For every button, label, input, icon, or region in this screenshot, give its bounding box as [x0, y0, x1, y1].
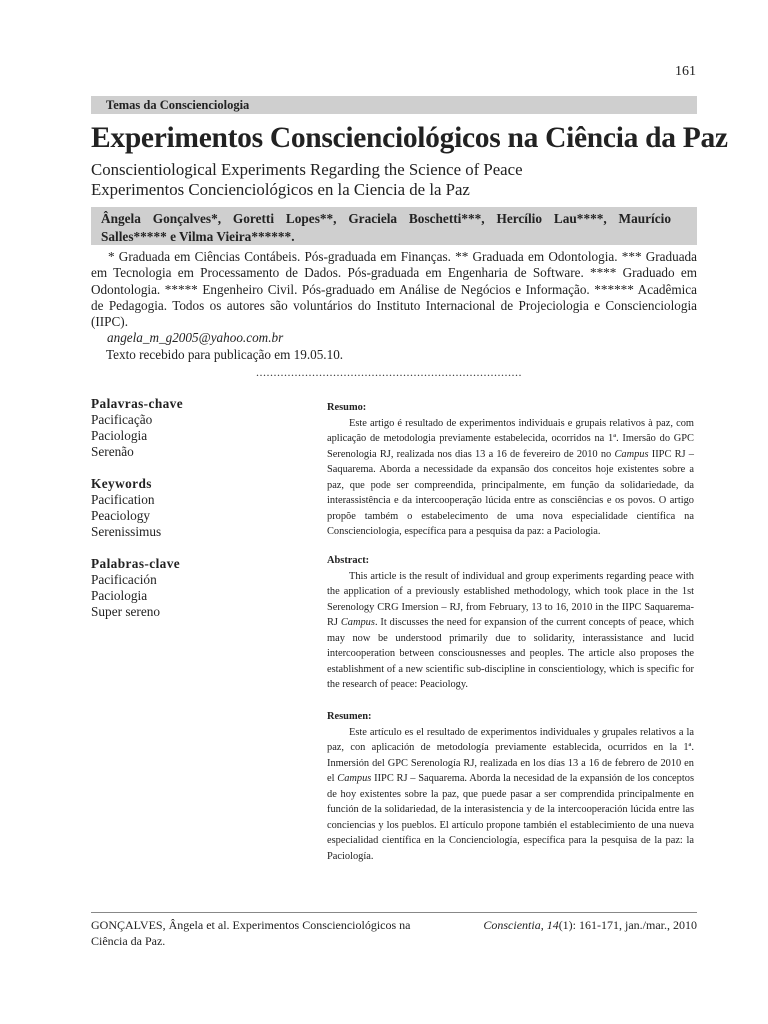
- affiliations: * Graduada em Ciências Contábeis. Pós-graduada em Finanças. ** Graduada em Odontologia. *** Graduada em Tecnologia em Processamento de Dados. Pós-graduada em Engenharia de Software. **** Graduado em Odontologia. ***** Engenheiro Civil. Pós-graduado em Análise de Negócios e Informação. ****** Acadêmica de Pedagogia. Todos os autores são voluntários do Instituto Internacional de Projeciologia e Conscienciologia (IIPC).: [91, 249, 697, 330]
- keyword-item: Serenão: [91, 444, 134, 459]
- resumo-text: Este artigo é resultado de experimentos individuais e grupais relativos à paz, com aplicação de metodologia previamente estabelecida, ocorridos na 1ª. Imersão do GPC Serenologia RJ, realizada nos dias 13 a 16 de fevereiro de 2010 no Campus IIPC RJ – Saquarema. Aborda a necessidade da expansão dos conceitos hoje existentes sobre a paz, que pode ser compreendida, principalmente, em função da solidariedade, da interassistência e da intercooperação lúcida entre as consciências e os povos. O artigo propõe também o estabelecimento de uma nova especialidade científica na Conscienciologia, específica para a pesquisa da paz: a Paciologia.: [327, 417, 695, 537]
- subtitle-english: Conscientiological Experiments Regarding the Science of Peace: [91, 160, 523, 179]
- resumen-text: Este artículo es el resultado de experimentos individuales y grupales relativos a la paz, con aplicación de metodología previamente establecida, ocurridos en la 1ª. Inmersión del GPC Serenología RJ, realizada en los días 13 a 16 de febrero de 2010 en el Campus IIPC RJ – Saquarema. Aborda la necesidad de la expansión de los conceptos de hoy existentes sobre la paz, que puede pasar a ser comprendida principalmente en función de la solidariedad, de la interasistencia y de la intercooperación lúcida entre las conciencias y los pueblos. El artículo propone también el establecimiento de una nueva especialidad científica en la Concienciología, específica para la pesquisa de la paz: la Paciología.: [327, 726, 694, 862]
- abstract-section: [327, 553, 694, 693]
- resumen-section: [327, 709, 694, 864]
- page-number: 161: [675, 64, 696, 79]
- resumo-heading: Resumo:: [327, 402, 367, 413]
- footer-rule: [91, 912, 697, 913]
- abstract-heading: Abstract:: [327, 555, 370, 566]
- resumen-heading: Resumen:: [327, 711, 372, 722]
- keywords-pt-heading: Palavras-chave: [91, 396, 184, 411]
- separator: ............................................................................: [256, 365, 522, 379]
- author-email: angela_m_g2005@yahoo.com.br: [107, 330, 284, 346]
- keyword-item: Pacificación: [91, 572, 157, 587]
- resumo-section: [327, 400, 694, 540]
- abstract-text: This article is the result of individual and group experiments regarding peace with the application of a previously established methodology, which took place in the 1st Serenology CRG Imersion – RJ, from February, 13 to 16, 2010 in the IIPC Saquarema-RJ Campus. It discusses the need for expansion of the current concepts of peace, which may now be understood primarily due to solidarity, interassistance and lucid intercooperation between consciousnesses and peoples. The article also proposes the establishment of a new scientific sub-discipline in conscientiology, which is specific for the research of peace: Peaciology.: [327, 570, 694, 690]
- keyword-item: Super sereno: [91, 604, 161, 619]
- affiliations-block: [91, 249, 697, 363]
- keyword-item: Paciologia: [91, 588, 148, 603]
- footer-journal: Conscientia, 14(1): 161-171, jan./mar., 2010: [483, 918, 697, 932]
- keyword-item: Paciologia: [91, 428, 148, 443]
- keyword-item: Pacificação: [91, 412, 153, 427]
- subtitle-spanish: Experimentos Concienciológicos en la Ciencia de la Paz: [91, 180, 470, 199]
- keyword-item: Serenissimus: [91, 524, 162, 539]
- footer-citation: GONÇALVES, Ângela et al. Experimentos Conscienciológicos na Ciência da Paz.: [91, 918, 411, 948]
- keywords-en-heading: Keywords: [91, 476, 152, 491]
- article-title: Experimentos Conscienciológicos na Ciência da Paz: [91, 122, 728, 154]
- keyword-item: Peaciology: [91, 508, 151, 523]
- received-date: Texto recebido para publicação em 19.05.10.: [106, 346, 344, 362]
- keyword-item: Pacification: [91, 492, 155, 507]
- authors: Ângela Gonçalves*, Goretti Lopes**, Graciela Boschetti***, Hercílio Lau****, Maurício Salles***** e Vilma Vieira******.: [91, 207, 697, 245]
- section-label: Temas da Conscienciologia: [91, 96, 697, 114]
- keywords-es-heading: Palabras-clave: [91, 556, 181, 571]
